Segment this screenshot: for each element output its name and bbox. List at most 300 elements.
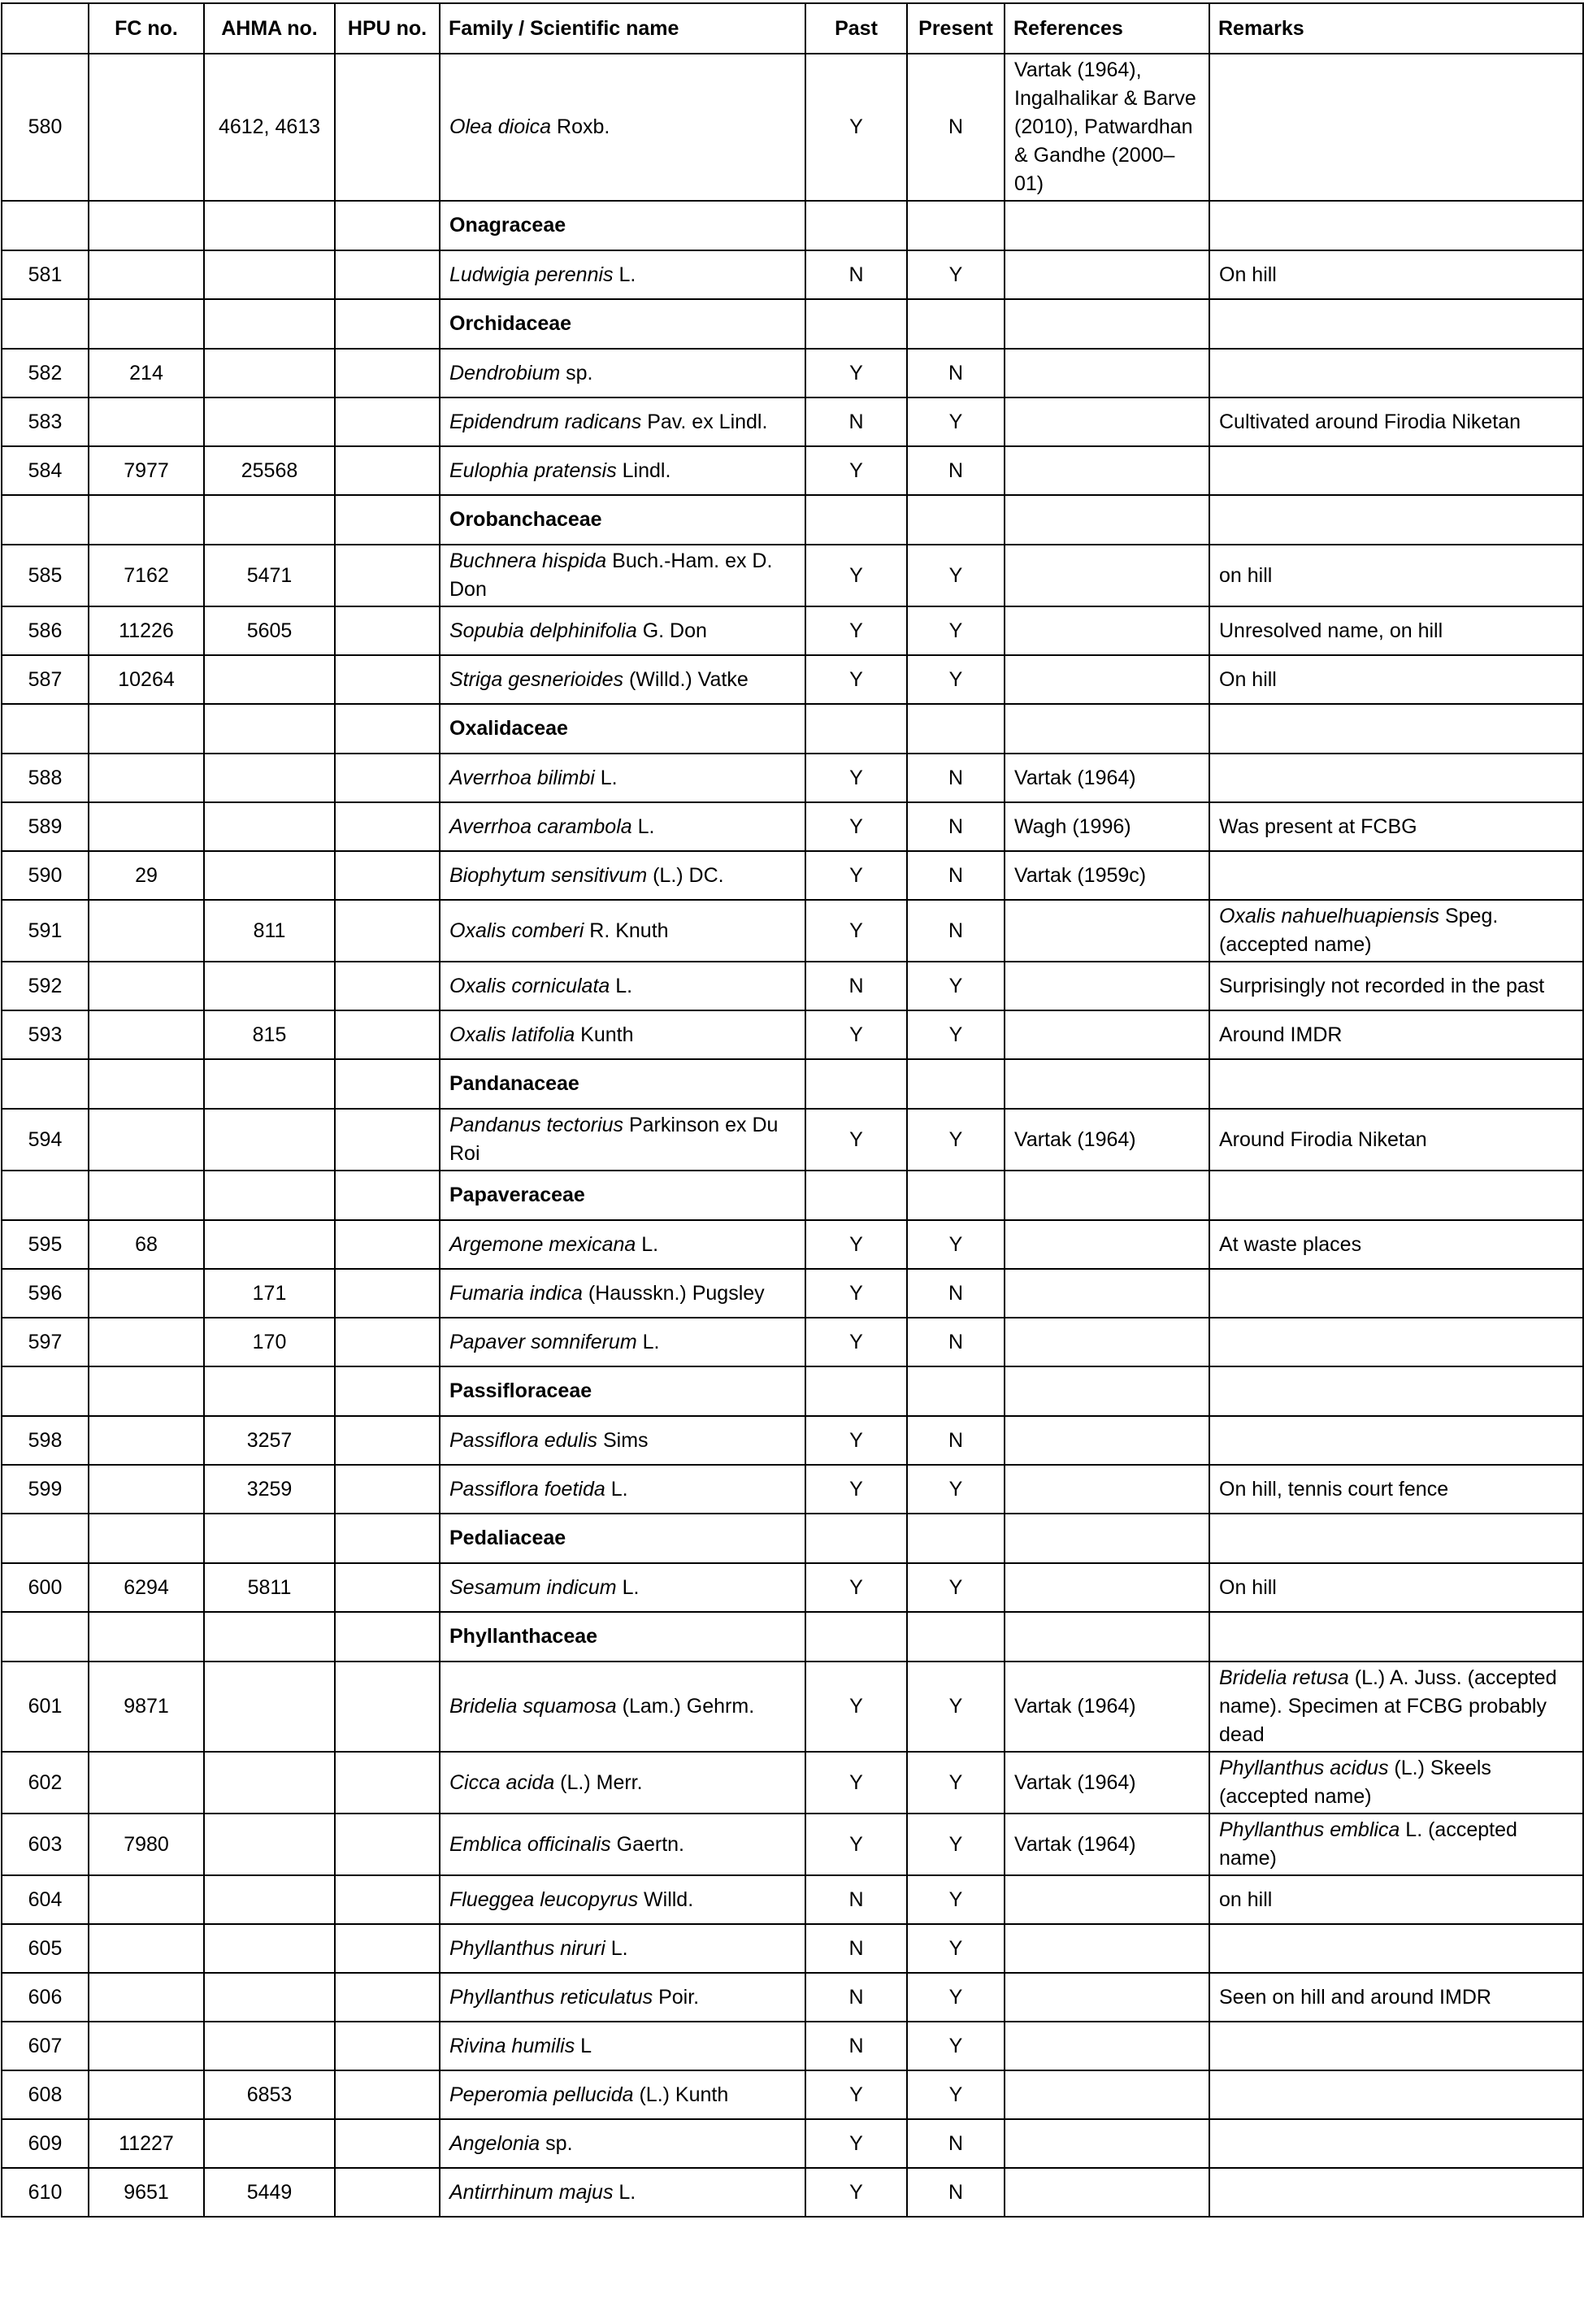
fc-no [89,802,204,851]
header-present: Present [907,3,1005,54]
family-row [2,1514,1583,1563]
remarks [1209,655,1583,704]
remarks-cell [1209,1171,1583,1220]
fc-no [89,1465,204,1514]
references [1005,1269,1209,1318]
past-value: Y [805,1465,907,1514]
scientific-name [440,962,805,1010]
present-value: Y [907,397,1005,446]
remarks-note: On hill [1219,1575,1277,1599]
past-value: Y [805,1318,907,1366]
scientific-name [440,1814,805,1875]
hpu-no [335,851,440,900]
fc-no: 6294 [89,1563,204,1612]
family-name: Orchidaceae [440,299,805,349]
scientific-name-authority: (Willd.) Vatke [623,667,749,691]
remarks-cell [1209,1366,1583,1416]
remarks [1209,1814,1583,1875]
past-value: Y [805,349,907,397]
table-row [2,250,1583,299]
scientific-name-authority: Pav. ex Lindl. [641,410,768,433]
scientific-name-authority: Roxb. [551,115,610,138]
ahma-no: 171 [204,1269,335,1318]
remarks [1209,1010,1583,1059]
family-row [2,299,1583,349]
scientific-name-authority: Lindl. [616,458,671,482]
remarks-cell [1209,1059,1583,1109]
remarks [1209,2168,1583,2217]
remarks-cell [1209,495,1583,545]
table-row [2,1752,1583,1814]
hpu-no [335,1010,440,1059]
ahma-cell [204,1171,335,1220]
references [1005,1010,1209,1059]
references [1005,1465,1209,1514]
past-value: Y [805,446,907,495]
fc-no [89,1318,204,1366]
scientific-name [440,1109,805,1171]
scientific-name [440,1662,805,1752]
header-past: Past [805,3,907,54]
hpu-no [335,754,440,802]
sl-cell [2,1514,89,1563]
references [1005,2070,1209,2119]
header-ahma-no: AHMA no. [204,3,335,54]
ahma-no: 5811 [204,1563,335,1612]
hpu-no [335,1924,440,1973]
scientific-name [440,1973,805,2022]
fc-no [89,1924,204,1973]
past-cell [805,1366,907,1416]
ahma-cell [204,1514,335,1563]
references [1005,962,1209,1010]
present-value: Y [907,1973,1005,2022]
hpu-cell [335,1514,440,1563]
references-cell [1005,1514,1209,1563]
present-value: N [907,446,1005,495]
remarks [1209,1752,1583,1814]
scientific-name-authority: Gaertn. [610,1832,685,1856]
past-value: Y [805,754,907,802]
table-row [2,1662,1583,1752]
header-row [2,3,1583,54]
hpu-no [335,1662,440,1752]
scientific-name-italic: Oxalis latifolia [449,1023,575,1046]
hpu-cell [335,1612,440,1662]
hpu-no [335,1269,440,1318]
scientific-name-authority: sp. [540,2131,573,2155]
present-value: Y [907,1465,1005,1514]
past-cell [805,1612,907,1662]
remarks [1209,349,1583,397]
remarks [1209,1220,1583,1269]
scientific-name-authority: (Hausskn.) Pugsley [582,1281,765,1305]
scientific-name-italic: Dendrobium [449,361,561,384]
past-value: Y [805,1416,907,1465]
remarks [1209,802,1583,851]
remarks-accepted-name: Phyllanthus acidus [1219,1757,1389,1779]
present-value: N [907,1269,1005,1318]
scientific-name [440,606,805,655]
remarks [1209,1465,1583,1514]
table-row [2,1109,1583,1171]
ahma-no: 5605 [204,606,335,655]
present-cell [907,704,1005,754]
present-value: Y [907,2022,1005,2070]
scientific-name [440,1563,805,1612]
hpu-no [335,1109,440,1171]
past-cell [805,1171,907,1220]
remarks-text: Speg. (accepted name) [1219,905,1499,956]
hpu-no [335,802,440,851]
fc-cell [89,1366,204,1416]
remarks-note: On hill [1219,667,1277,691]
serial-no: 580 [2,54,89,201]
remarks-text: (L.) A. Juss. (accepted name). Specimen at FCBG probably dead [1219,1666,1557,1746]
remarks [1209,2070,1583,2119]
sl-cell [2,1059,89,1109]
present-value: N [907,54,1005,201]
ahma-no: 3259 [204,1465,335,1514]
remarks-accepted-name: Bridelia retusa [1219,1666,1349,1689]
references [1005,349,1209,397]
past-value: Y [805,1109,907,1171]
scientific-name-authority: Sims [597,1428,649,1452]
remarks-note: on hill [1219,563,1273,587]
scientific-name-authority: L. [605,1936,628,1960]
scientific-name [440,802,805,851]
present-value: Y [907,545,1005,606]
table-row [2,1465,1583,1514]
remarks-note: Was present at FCBG [1219,814,1417,838]
sl-cell [2,1612,89,1662]
remarks [1209,851,1583,900]
past-value: Y [805,2119,907,2168]
remarks [1209,1924,1583,1973]
references: Vartak (1964) [1005,754,1209,802]
scientific-name-italic: Oxalis comberi [449,919,584,942]
past-cell [805,495,907,545]
references [1005,545,1209,606]
scientific-name [440,1220,805,1269]
scientific-name-authority: Kunth [575,1023,634,1046]
references: Vartak (1959c) [1005,851,1209,900]
scientific-name-italic: Sesamum indicum [449,1575,617,1599]
hpu-no [335,1318,440,1366]
fc-no [89,754,204,802]
scientific-name-italic: Striga gesnerioides [449,667,624,691]
table-row [2,1416,1583,1465]
serial-no: 593 [2,1010,89,1059]
hpu-no [335,1814,440,1875]
references [1005,1416,1209,1465]
past-cell [805,704,907,754]
references: Vartak (1964) [1005,1814,1209,1875]
references-cell [1005,1366,1209,1416]
hpu-no [335,2022,440,2070]
ahma-no [204,1924,335,1973]
scientific-name-authority: Buch.-Ham. ex D. Don [449,550,773,601]
sl-cell [2,201,89,250]
ahma-no [204,1973,335,2022]
fc-no: 7980 [89,1814,204,1875]
remarks [1209,2119,1583,2168]
serial-no: 583 [2,397,89,446]
remarks-accepted-name: Oxalis nahuelhuapiensis [1219,905,1440,927]
scientific-name-italic: Antirrhinum majus [449,2180,614,2204]
references: Wagh (1996) [1005,802,1209,851]
hpu-no [335,1875,440,1924]
table-row [2,446,1583,495]
hpu-no [335,1563,440,1612]
past-value: Y [805,1010,907,1059]
remarks-note: on hill [1219,1887,1273,1911]
remarks-text: L. (accepted name) [1219,1818,1517,1870]
scientific-name-italic: Ludwigia perennis [449,263,614,286]
scientific-name-italic: Averrhoa carambola [449,814,632,838]
scientific-name-authority: L. [613,2180,636,2204]
family-row [2,1612,1583,1662]
table-row [2,1010,1583,1059]
hpu-no [335,606,440,655]
scientific-name-italic: Rivina humilis [449,2034,575,2057]
fc-no: 29 [89,851,204,900]
fc-cell [89,495,204,545]
serial-no: 586 [2,606,89,655]
scientific-name-authority: R. Knuth [584,919,669,942]
family-name: Orobanchaceae [440,495,805,545]
fc-cell [89,1612,204,1662]
scientific-name [440,1924,805,1973]
hpu-cell [335,495,440,545]
past-cell [805,299,907,349]
remarks [1209,250,1583,299]
references-cell [1005,1171,1209,1220]
references-cell [1005,704,1209,754]
serial-no: 591 [2,900,89,962]
ahma-no [204,1814,335,1875]
remarks-cell [1209,1514,1583,1563]
scientific-name [440,397,805,446]
serial-no: 598 [2,1416,89,1465]
references: Vartak (1964) [1005,1662,1209,1752]
header-scientific-name: Family / Scientific name [440,3,805,54]
family-name: Pedaliaceae [440,1514,805,1563]
family-name: Passifloraceae [440,1366,805,1416]
header-sl [2,3,89,54]
references [1005,655,1209,704]
ahma-no: 170 [204,1318,335,1366]
ahma-cell [204,201,335,250]
references [1005,397,1209,446]
family-row [2,1171,1583,1220]
present-value: N [907,1416,1005,1465]
past-cell [805,1514,907,1563]
remarks [1209,2022,1583,2070]
ahma-no [204,655,335,704]
hpu-no [335,1220,440,1269]
ahma-no: 815 [204,1010,335,1059]
remarks-note: Around Firodia Niketan [1219,1127,1427,1151]
family-name: Phyllanthaceae [440,1612,805,1662]
scientific-name-authority: (Lam.) Gehrm. [616,1695,755,1718]
present-value: N [907,851,1005,900]
ahma-no: 811 [204,900,335,962]
present-value: Y [907,250,1005,299]
present-value: Y [907,606,1005,655]
scientific-name [440,1416,805,1465]
scientific-name [440,545,805,606]
serial-no: 592 [2,962,89,1010]
hpu-no [335,250,440,299]
serial-no: 596 [2,1269,89,1318]
ahma-cell [204,1366,335,1416]
table-row [2,397,1583,446]
ahma-no [204,1109,335,1171]
ahma-no: 4612, 4613 [204,54,335,201]
remarks-cell [1209,1612,1583,1662]
present-cell [907,1366,1005,1416]
hpu-no [335,446,440,495]
fc-no: 68 [89,1220,204,1269]
past-value: N [805,962,907,1010]
hpu-no [335,349,440,397]
past-value: N [805,2022,907,2070]
present-value: Y [907,1814,1005,1875]
present-cell [907,299,1005,349]
past-value: N [805,1875,907,1924]
fc-no: 11226 [89,606,204,655]
serial-no: 588 [2,754,89,802]
present-value: Y [907,1924,1005,1973]
fc-no: 10264 [89,655,204,704]
ahma-cell [204,495,335,545]
hpu-no [335,2070,440,2119]
scientific-name-authority: sp. [560,361,593,384]
scientific-name-authority: (L.) Merr. [554,1770,643,1794]
fc-cell [89,1514,204,1563]
scientific-name-italic: Phyllanthus reticulatus [449,1985,653,2009]
fc-no [89,397,204,446]
scientific-name-authority: L. [616,1575,640,1599]
ahma-no [204,397,335,446]
fc-no [89,1010,204,1059]
present-cell [907,1514,1005,1563]
fc-no [89,1109,204,1171]
scientific-name-authority: G. Don [636,619,707,642]
scientific-name-italic: Oxalis corniculata [449,974,610,997]
fc-no: 7977 [89,446,204,495]
past-value: Y [805,1220,907,1269]
hpu-cell [335,704,440,754]
present-value: Y [907,962,1005,1010]
sl-cell [2,299,89,349]
table-row [2,962,1583,1010]
serial-no: 608 [2,2070,89,2119]
ahma-no [204,754,335,802]
serial-no: 599 [2,1465,89,1514]
table-row [2,1814,1583,1875]
scientific-name-italic: Epidendrum radicans [449,410,642,433]
ahma-no: 5471 [204,545,335,606]
references: Vartak (1964) [1005,1752,1209,1814]
serial-no: 594 [2,1109,89,1171]
present-value: N [907,802,1005,851]
fc-no [89,1875,204,1924]
present-value: Y [907,655,1005,704]
scientific-name-italic: Buchnera hispida [449,550,607,572]
scientific-name-italic: Argemone mexicana [449,1232,636,1256]
ahma-cell [204,1059,335,1109]
table-row [2,606,1583,655]
references [1005,1924,1209,1973]
scientific-name [440,446,805,495]
scientific-name [440,1269,805,1318]
scientific-name-authority: L. [605,1477,628,1501]
remarks-cell [1209,201,1583,250]
ahma-no [204,851,335,900]
hpu-cell [335,299,440,349]
remarks-note: On hill [1219,263,1277,286]
scientific-name [440,851,805,900]
references: Vartak (1964), Ingalhalikar & Barve (2010), Patwardhan & Gandhe (2000–01) [1005,54,1209,201]
fc-no [89,962,204,1010]
scientific-name-authority: L. [613,263,636,286]
scientific-name-italic: Flueggea leucopyrus [449,1887,639,1911]
hpu-cell [335,201,440,250]
references-cell [1005,299,1209,349]
references [1005,250,1209,299]
remarks-cell [1209,704,1583,754]
references [1005,2022,1209,2070]
remarks [1209,545,1583,606]
references-cell [1005,1612,1209,1662]
hpu-no [335,655,440,704]
remarks-note: Cultivated around Firodia Niketan [1219,410,1521,433]
scientific-name-italic: Pandanus tectorius [449,1114,624,1136]
scientific-name-authority: L. [636,1232,659,1256]
present-value: Y [907,2070,1005,2119]
references [1005,900,1209,962]
table-row [2,851,1583,900]
remarks [1209,397,1583,446]
past-value: N [805,1924,907,1973]
past-value: N [805,397,907,446]
serial-no: 597 [2,1318,89,1366]
ahma-cell [204,704,335,754]
remarks-note: At waste places [1219,1232,1362,1256]
past-value: Y [805,1814,907,1875]
table-row [2,54,1583,201]
family-row [2,201,1583,250]
table-row [2,1875,1583,1924]
fc-no: 11227 [89,2119,204,2168]
scientific-name-italic: Phyllanthus niruri [449,1936,605,1960]
sl-cell [2,495,89,545]
family-row [2,495,1583,545]
scientific-name-authority: (L.) DC. [647,863,724,887]
fc-cell [89,704,204,754]
past-cell [805,201,907,250]
table-row [2,545,1583,606]
remarks [1209,962,1583,1010]
scientific-name-italic: Sopubia delphinifolia [449,619,637,642]
fc-no [89,1973,204,2022]
table-row [2,1563,1583,1612]
scientific-name [440,754,805,802]
fc-cell [89,299,204,349]
scientific-name-authority: Parkinson ex Du Roi [449,1114,779,1165]
